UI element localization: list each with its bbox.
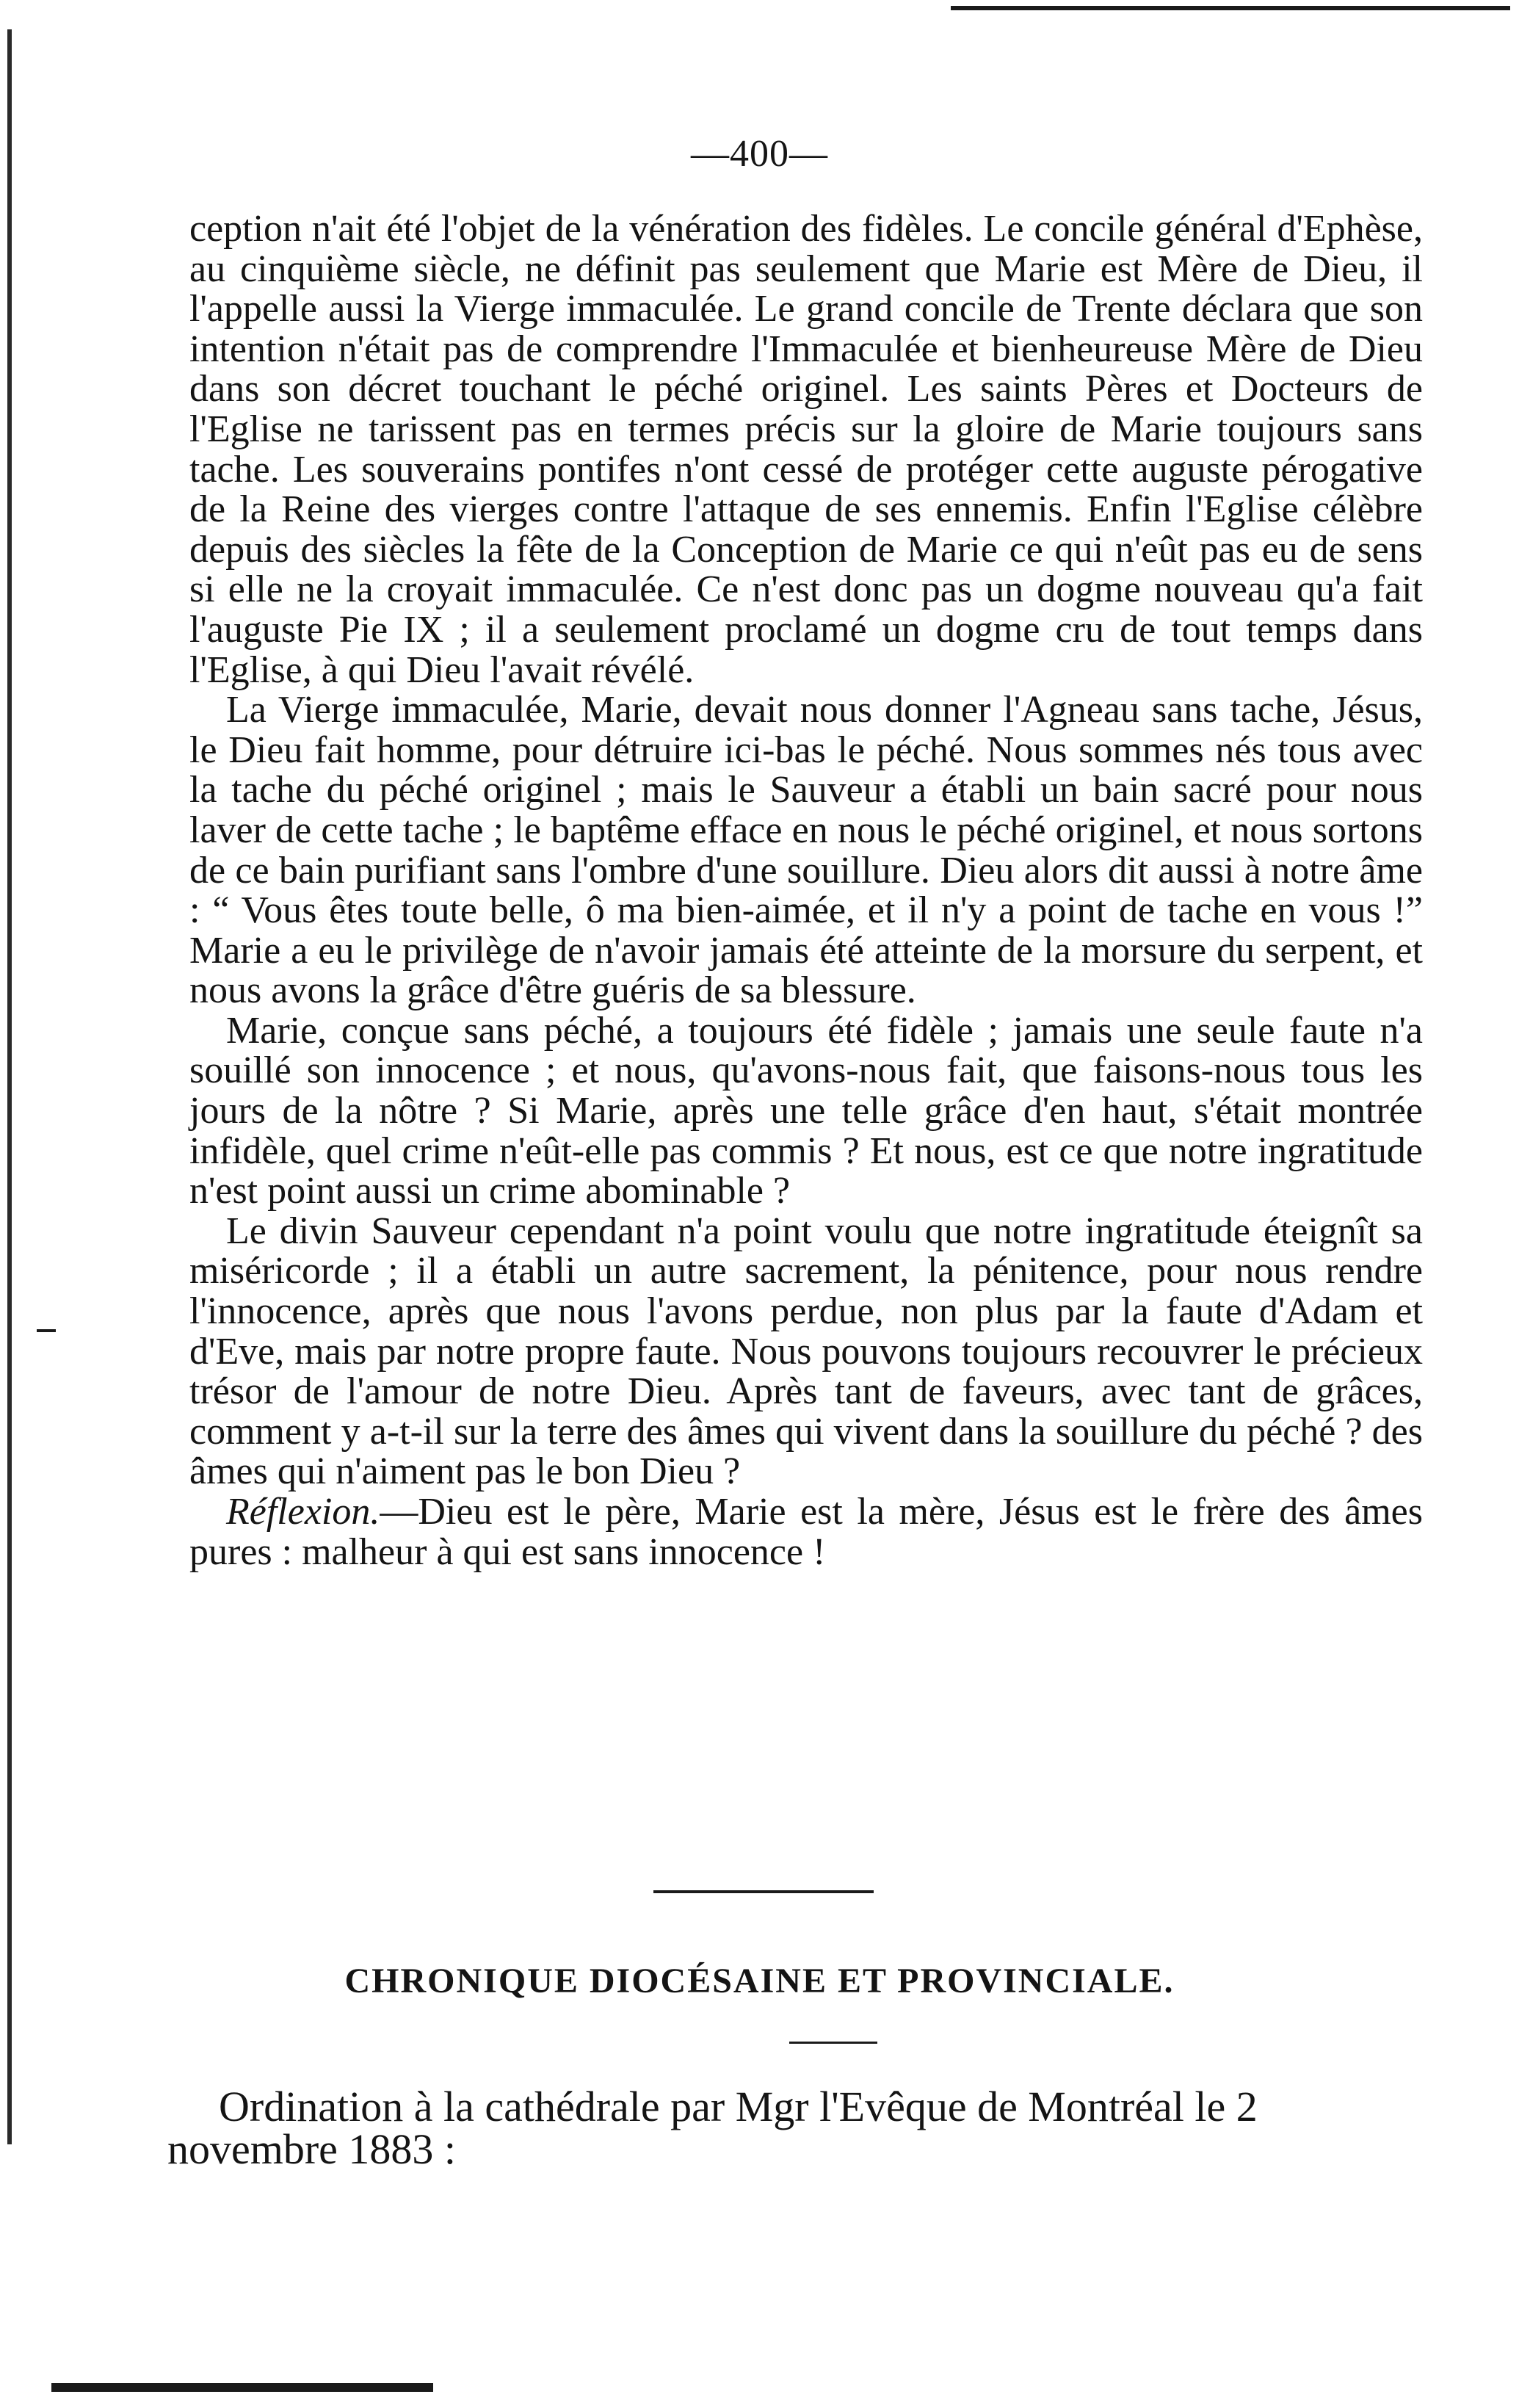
- reflexion-text: —Dieu est le père, Marie est la mère, Jésus est le frère des âmes pures : malheur à qui est sans innocence !: [189, 1491, 1423, 1573]
- paragraph-1: ception n'ait été l'objet de la vénération des fidèles. Le concile général d'Ephèse, au cinquième siècle, ne définit pas seulement que Marie est Mère de Dieu, il l'appelle aussi la Vierge immaculée. Le grand concile de Trente déclara que son intention n'était pas de comprendre l'Immaculée et bienheureuse Mère de Dieu dans son décret touchant le péché originel. Les saints Pères et Docteurs de l'Eglise ne tarissent pas en termes précis sur la gloire de Marie toujours sans tache. Les souverains pontifes n'ont cessé de protéger cette auguste pérogative de la Reine des vierges contre l'attaque de ses ennemis. Enfin l'Eglise célèbre depuis des siècles la fête de la Conception de Marie ce qui n'eût pas eu de sens si elle ne la croyait immaculée. Ce n'est donc pas un dogme nouveau qu'a fait l'auguste Pie IX ; il a seulement proclamé un dogme cru de tout temps dans l'Eglise, à qui Dieu l'avait révélé.: [189, 208, 1423, 691]
- section-heading: CHRONIQUE DIOCÉSAINE ET PROVINCIALE.: [344, 1962, 1175, 2000]
- body-text: [189, 209, 1423, 1572]
- scan-border-top: [951, 6, 1510, 10]
- page-number: —400—: [691, 133, 828, 175]
- scan-border-left: [7, 29, 12, 2144]
- paragraph-4: Le divin Sauveur cependant n'a point voulu que notre ingratitude éteignît sa miséricorde ; il a établi un autre sacrement, la pénitence, pour nous rendre l'innocence, après que nous l'avons perdue, non plus par la faute d'Adam et d'Eve, mais par notre propre faute. Nous pouvons toujours recouvrer le précieux trésor de l'amour de notre Dieu. Après tant de faveurs, avec tant de grâces, comment y a-t-il sur la terre des âmes qui vivent dans la souillure du péché ? des âmes qui n'aiment pas le bon Dieu ?: [189, 1210, 1423, 1493]
- section-divider: [653, 1890, 874, 1893]
- margin-mark: [37, 1329, 56, 1332]
- scan-border-bottom: [51, 2383, 433, 2392]
- ordination-paragraph: Ordination à la cathédrale par Mgr l'Evêque de Montréal le 2 novembre 1883 :: [167, 2083, 1258, 2173]
- reflexion-label: Réflexion.: [226, 1491, 380, 1533]
- paragraph-2: La Vierge immaculée, Marie, devait nous donner l'Agneau sans tache, Jésus, le Dieu fait homme, pour détruire ici-bas le péché. Nous sommes nés tous avec la tache du péché originel ; mais le Sauveur a établi un bain sacré pour nous laver de cette tache ; le baptême efface en nous le péché originel, et nous sortons de ce bain purifiant sans l'ombre d'une souillure. Dieu alors dit aussi à notre âme : “ Vous êtes toute belle, ô ma bien-aimée, et il n'y a point de tache en vous !” Marie a eu le privilège de n'avoir jamais été atteinte de la morsure du serpent, et nous avons la grâce d'être guéris de sa blessure.: [189, 689, 1423, 1012]
- heading-underline: [789, 2042, 877, 2044]
- reflexion-paragraph: [189, 1492, 1423, 1572]
- paragraph-3: Marie, conçue sans péché, a toujours été fidèle ; jamais une seule faute n'a souillé son innocence ; et nous, qu'avons-nous fait, que faisons-nous tous les jours de la nôtre ? Si Marie, après une telle grâce d'en haut, s'était montrée infidèle, quel crime n'eût-elle pas commis ? Et nous, est ce que notre ingratitude n'est point aussi un crime abominable ?: [189, 1009, 1423, 1212]
